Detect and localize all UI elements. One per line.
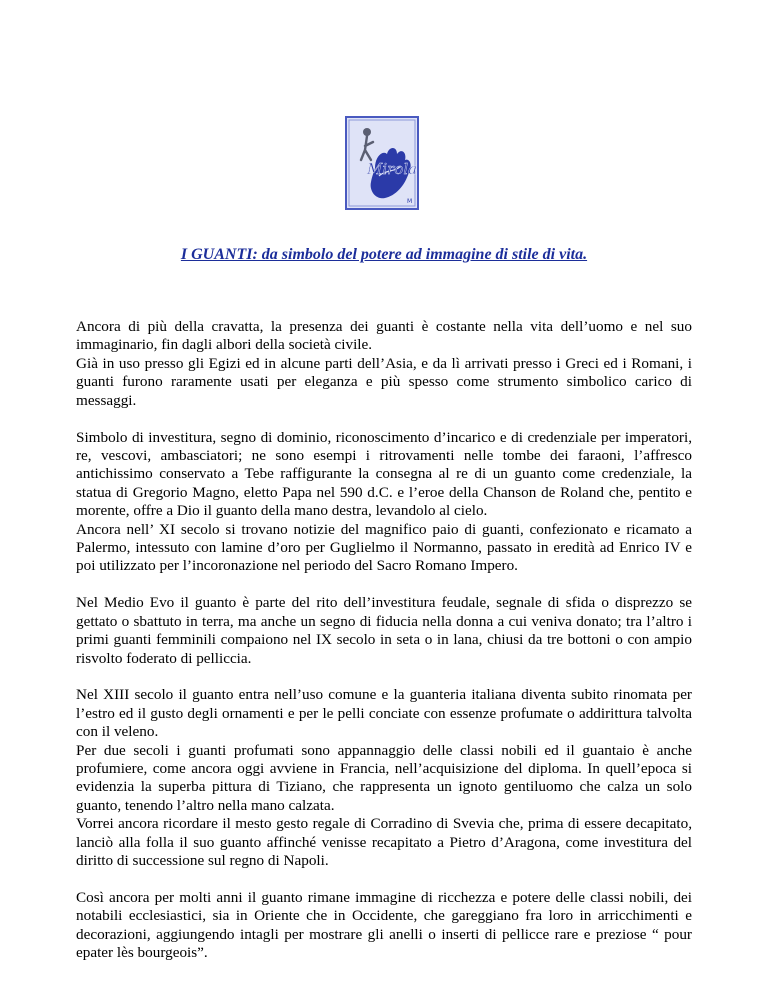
paragraph-line: evidenzia la superba pittura di Tiziano, che rappresenta un ignoto gentiluomo che calza un solo xyxy=(76,778,692,796)
paragraph-line: Ancora nell’ XI secolo si trovano notizie del magnifico paio di guanti, confezionato e ricamato a xyxy=(76,520,692,538)
paragraph xyxy=(76,318,692,410)
paragraph-line: Palermo, intessuto con lamine d’oro per Guglielmo il Normanno, passato in eredità ad Enrico IV e xyxy=(76,538,692,556)
mirola-logo xyxy=(345,116,419,210)
paragraph-line: primi guanti femminili compaiono nel IX secolo in seta o in lana, chiusi da tre bottoni o con ampio xyxy=(76,631,692,649)
paragraph-line: diritto di successione sul regno di Napoli. xyxy=(76,852,329,870)
paragraph-line: Nel XIII secolo il guanto entra nell’uso comune e la guanteria italiana diventa subito rinomata per xyxy=(76,686,692,704)
paragraph-line: lanciò alla folla il suo guanto affinché venisse recapitato a Pietro d’Aragona, come investitura del xyxy=(76,833,692,851)
paragraph-line: risvolto foderato di pelliccia. xyxy=(76,649,252,667)
paragraph-line: decorazioni, aggiungendo intagli per mostrare gli anelli o inserti di pellicce rare e preziose “ pour xyxy=(76,925,692,943)
paragraph-line: Simbolo di investitura, segno di dominio, riconoscimento d’incarico e di credenziale per imperatori, xyxy=(76,428,692,446)
paragraph-line: poi utilizzato per l’incoronazione nel periodo del Sacro Romano Impero. xyxy=(76,557,518,575)
paragraph-line: antichissimo conservato a Tebe raffigurante la consegna al re di un guanto come credenziale, la xyxy=(76,465,692,483)
logo-lettering: Mirola xyxy=(367,160,418,178)
paragraph-line: re, vescovi, ambasciatori; ne sono esempi i ritrovamenti nelle tombe dei faraoni, l’affresco xyxy=(76,446,692,464)
paragraph-line: messaggi. xyxy=(76,391,137,409)
paragraph-line: con il veleno. xyxy=(76,723,159,741)
paragraph-line: gettato o sbattuto in terra, ma anche un segno di fiducia nella donna a cui veniva donato; tra l’altro i xyxy=(76,612,692,630)
glove-logo-icon xyxy=(345,116,419,210)
paragraph xyxy=(76,686,692,870)
paragraph-line: immaginario, fin dagli albori della società civile. xyxy=(76,336,373,354)
paragraph xyxy=(76,594,692,668)
paragraph-line: Già in uso presso gli Egizi ed in alcune parti dell’Asia, e da lì arrivati presso i Greci ed i Romani, i xyxy=(76,354,692,372)
paragraph-line: morente, offre a Dio il guanto della mano destra, levandolo al cielo. xyxy=(76,502,488,520)
paragraph xyxy=(76,889,692,963)
paragraph-line: profumiere, come ancora oggi avviene in Francia, nell’acquisizione del diploma. In quell’epoca si xyxy=(76,760,692,778)
paragraph-line: statua di Gregorio Magno, eletto Papa nel 590 d.C. e l’eroe della Chanson de Roland che, pentito e xyxy=(76,483,692,501)
paragraph-line: Vorrei ancora ricordare il mesto gesto regale di Corradino di Svevia che, prima di essere decapitato, xyxy=(76,815,692,833)
paragraph xyxy=(76,429,692,576)
paragraph-line: notabili ecclesiastici, sia in Oriente che in Occidente, che gareggiano fra loro in arricchimenti e xyxy=(76,907,692,925)
paragraph-line: epater lès bourgeois”. xyxy=(76,944,208,962)
paragraph-line: Nel Medio Evo il guanto è parte del rito dell’investitura feudale, segnale di sfida o disprezzo se xyxy=(76,594,692,612)
article-body xyxy=(76,318,692,981)
paragraph-line: guanti furono raramente usati per eleganza e più spesso come strumento simbolico carico di xyxy=(76,373,692,391)
paragraph-line: Ancora di più della cravatta, la presenza dei guanti è costante nella vita dell’uomo e nel suo xyxy=(76,318,692,335)
paragraph-line: Per due secoli i guanti profumati sono appannaggio delle classi nobili ed il guantaio è anche xyxy=(76,741,692,759)
logo-mark: M xyxy=(407,198,413,205)
paragraph-line: l’estro ed il gusto degli ornamenti e per le pelli conciate con essenze profumate o addirittura talvolta xyxy=(76,704,692,722)
paragraph-line: Così ancora per molti anni il guanto rimane immagine di ricchezza e potere delle classi nobili, dei xyxy=(76,888,692,906)
page-title: I GUANTI: da simbolo del potere ad immagine di stile di vita. xyxy=(180,246,588,263)
paragraph-line: guanto, tenendo l’altro nella mano calzata. xyxy=(76,796,335,814)
